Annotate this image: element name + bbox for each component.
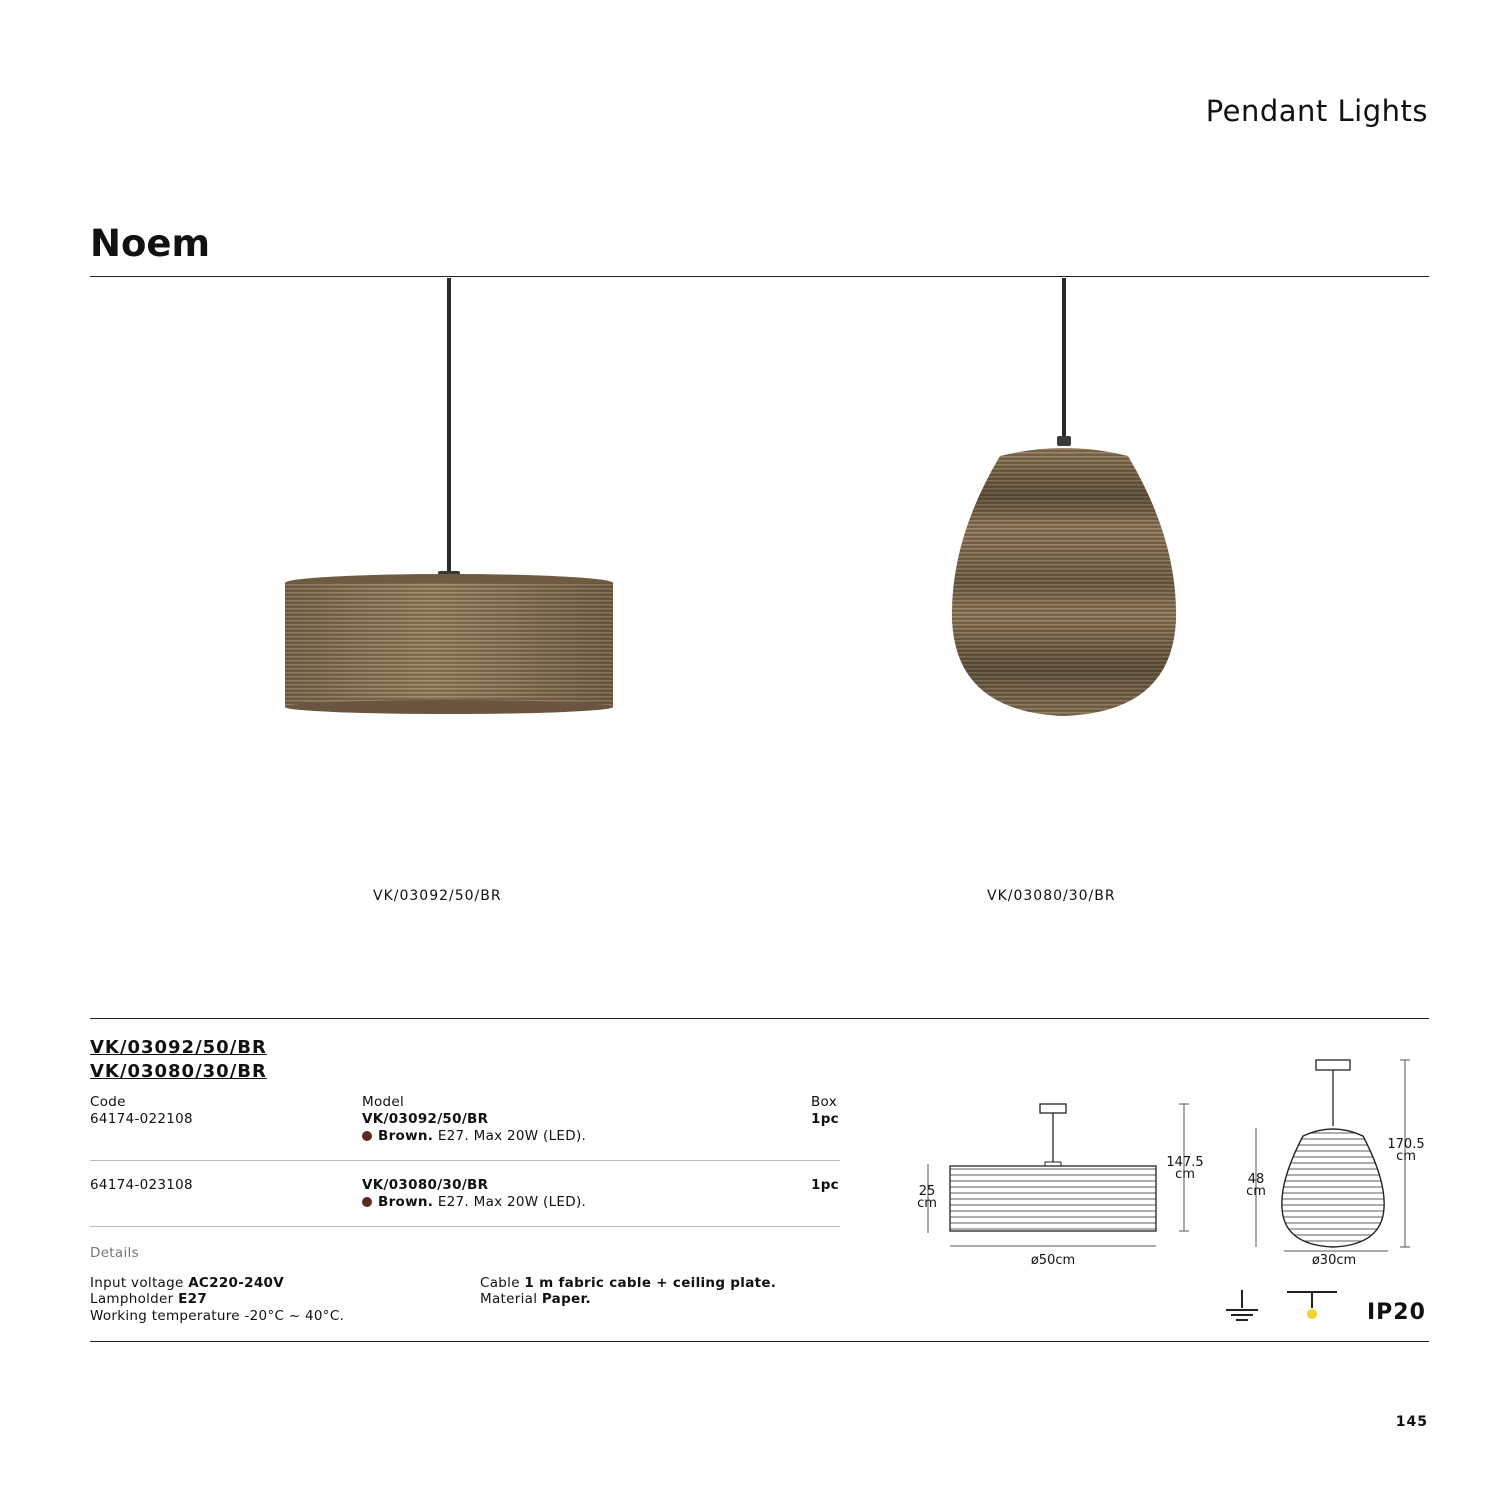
- earth-ground-icon: [1222, 1288, 1262, 1324]
- drum-shade-height-value: 25: [918, 1184, 936, 1199]
- detail-input-voltage-value: AC220-240V: [188, 1275, 284, 1291]
- details-label: Details: [90, 1245, 139, 1261]
- page-number: 145: [1395, 1414, 1428, 1430]
- detail-material: [480, 1291, 591, 1307]
- row-2-color: Brown.: [378, 1194, 434, 1210]
- table-header-box: Box: [811, 1094, 837, 1110]
- row-1-variant: [362, 1128, 586, 1144]
- table-row-divider: [90, 1160, 840, 1161]
- detail-working-temp: Working temperature -20°C ~ 40°C.: [90, 1308, 345, 1324]
- product-name: Noem: [90, 222, 211, 265]
- egg-height-unit: cm: [1396, 1149, 1416, 1164]
- color-swatch-icon: [362, 1131, 372, 1141]
- egg-height-value: 170.5: [1387, 1137, 1425, 1152]
- drum-shade-height-label: [912, 1186, 942, 1210]
- drum-height-label: [1160, 1157, 1210, 1181]
- dimension-diagrams: [900, 1040, 1460, 1340]
- row-1-spec: E27. Max 20W (LED).: [437, 1128, 587, 1144]
- drum-height-value: 147.5: [1166, 1155, 1204, 1170]
- detail-lampholder-value: E27: [178, 1291, 208, 1307]
- detail-material-value: Paper.: [541, 1291, 591, 1307]
- table-header-code: Code: [90, 1094, 126, 1110]
- row-1-code: 64174-022108: [90, 1111, 193, 1127]
- row-2-model: VK/03080/30/BR: [362, 1177, 489, 1193]
- detail-cable: [480, 1275, 776, 1291]
- drum-dimension-diagram: [928, 1104, 1189, 1246]
- row-2-code: 64174-023108: [90, 1177, 193, 1193]
- drum-pendant-photo: [285, 278, 613, 714]
- drum-height-unit: cm: [1175, 1167, 1195, 1182]
- detail-input-voltage: [90, 1275, 284, 1291]
- row-2-spec: E27. Max 20W (LED).: [437, 1194, 587, 1210]
- egg-diameter-label: ø30cm: [1311, 1253, 1357, 1268]
- code-heading-2: VK/03080/30/BR: [90, 1061, 267, 1082]
- row-1-model: VK/03092/50/BR: [362, 1111, 489, 1127]
- detail-lampholder: [90, 1291, 207, 1307]
- section-title: Pendant Lights: [1205, 94, 1428, 128]
- detail-material-label: Material: [480, 1291, 538, 1307]
- table-header-model: Model: [362, 1094, 405, 1110]
- row-2-box: 1pc: [811, 1177, 839, 1193]
- photo-caption-drum: VK/03092/50/BR: [373, 888, 502, 904]
- detail-input-voltage-label: Input voltage: [90, 1275, 184, 1291]
- color-swatch-icon: [362, 1197, 372, 1207]
- spec-bottom-divider: [90, 1341, 1429, 1342]
- spec-top-divider: [90, 1018, 1429, 1019]
- egg-shade-height-label: [1241, 1174, 1271, 1198]
- ip-rating: IP20: [1367, 1300, 1426, 1325]
- row-1-color: Brown.: [378, 1128, 434, 1144]
- drum-diameter-label: ø50cm: [1030, 1253, 1076, 1268]
- detail-cable-value: 1 m fabric cable + ceiling plate.: [524, 1275, 777, 1291]
- egg-pendant-photo: [952, 278, 1176, 716]
- egg-shade-height-value: 48: [1247, 1172, 1265, 1187]
- pendant-lamp-icon: [1285, 1288, 1341, 1324]
- detail-lampholder-label: Lampholder: [90, 1291, 174, 1307]
- row-2-variant: [362, 1194, 586, 1210]
- row-1-box: 1pc: [811, 1111, 839, 1127]
- code-heading-1: VK/03092/50/BR: [90, 1037, 267, 1058]
- detail-cable-label: Cable: [480, 1275, 520, 1291]
- photo-caption-egg: VK/03080/30/BR: [987, 888, 1116, 904]
- table-bottom-divider: [90, 1226, 840, 1227]
- egg-height-label: [1381, 1139, 1431, 1163]
- egg-shade-height-unit: cm: [1246, 1184, 1266, 1199]
- drum-shade-height-unit: cm: [917, 1196, 937, 1211]
